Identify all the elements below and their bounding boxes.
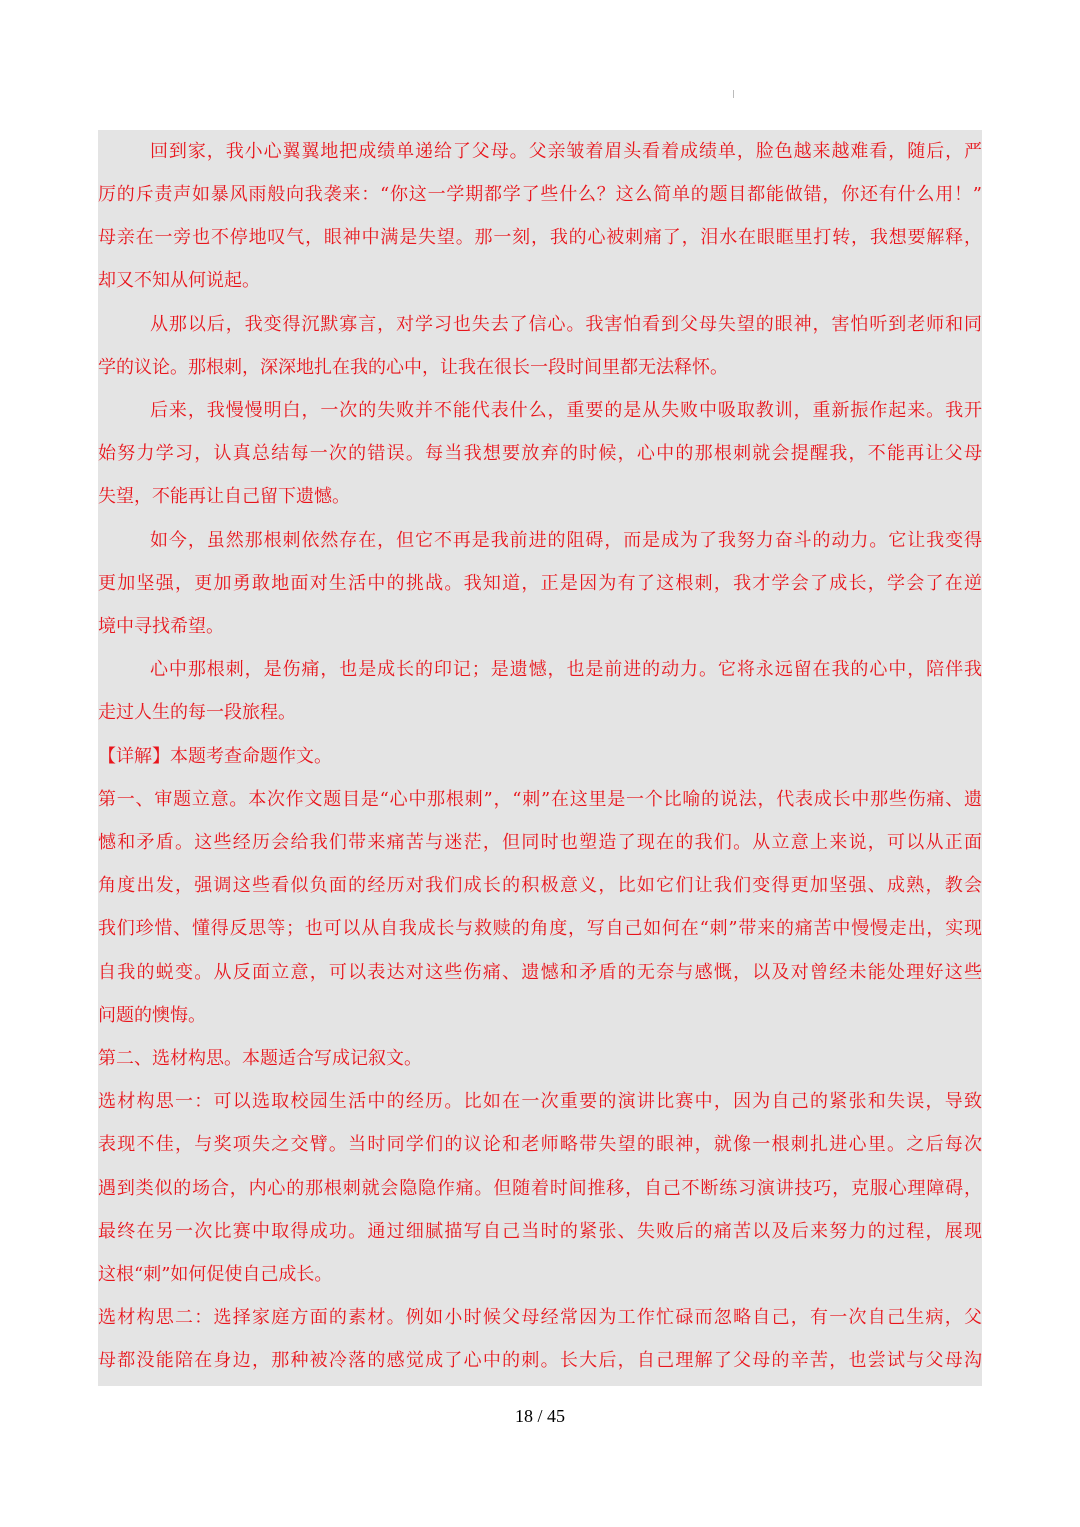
text-line: 心中那根刺，是伤痛，也是成长的印记；是遗憾，也是前进的动力。它将永远留在我的心中，陪伴我 — [150, 659, 982, 680]
text-line: 选材构思一：可以选取校园生活中的经历。比如在一次重要的演讲比赛中，因为自己的紧张和失误，导致 — [98, 1091, 982, 1112]
text-line: 从那以后，我变得沉默寡言，对学习也失去了信心。我害怕看到父母失望的眼神，害怕听到老师和同 — [150, 314, 982, 335]
text-line: 厉的斥责声如暴风雨般向我袭来：“你这一学期都学了些什么？这么简单的题目都能做错，你还有什么用！” — [98, 184, 982, 205]
text-line: 回到家，我小心翼翼地把成绩单递给了父母。父亲皱着眉头看着成绩单，脸色越来越难看，随后，严 — [150, 141, 982, 162]
text-line: 母亲在一旁也不停地叹气，眼神中满是失望。那一刻，我的心被刺痛了，泪水在眼眶里打转，我想要解释， — [98, 227, 982, 248]
text-line: 这根“刺”如何促使自己成长。 — [98, 1264, 333, 1285]
text-line: 走过人生的每一段旅程。 — [98, 702, 296, 723]
text-line: 学的议论。那根刺，深深地扎在我的心中，让我在很长一段时间里都无法释怀。 — [98, 357, 728, 378]
text-line: 我们珍惜、懂得反思等；也可以从自我成长与救赎的角度，写自己如何在“刺”带来的痛苦中慢慢走出，实现 — [98, 918, 982, 939]
text-line: 第一、审题立意。本次作文题目是“心中那根刺”，“刺”在这里是一个比喻的说法，代表成长中那些伤痛、遗 — [98, 789, 982, 810]
text-line: 遇到类似的场合，内心的那根刺就会隐隐作痛。但随着时间推移，自己不断练习演讲技巧，克服心理障碍， — [98, 1178, 982, 1199]
text-line: 表现不佳，与奖项失之交臂。当时同学们的议论和老师略带失望的眼神，就像一根刺扎进心里。之后每次 — [98, 1134, 982, 1155]
text-line: 憾和矛盾。这些经历会给我们带来痛苦与迷茫，但同时也塑造了现在的我们。从立意上来说，可以从正面 — [98, 832, 982, 853]
text-line: 境中寻找希望。 — [98, 616, 224, 637]
text-line: 如今，虽然那根刺依然存在，但它不再是我前进的阻碍，而是成为了我努力奋斗的动力。它让我变得 — [150, 530, 982, 551]
text-line: 却又不知从何说起。 — [98, 270, 260, 291]
text-line: 后来，我慢慢明白，一次的失败并不能代表什么，重要的是从失败中吸取教训，重新振作起来。我开 — [150, 400, 982, 421]
header-mark — [733, 90, 734, 98]
text-line: 最终在另一次比赛中取得成功。通过细腻描写自己当时的紧张、失败后的痛苦以及后来努力的过程，展现 — [98, 1221, 982, 1242]
text-line: 更加坚强，更加勇敢地面对生活中的挑战。我知道，正是因为有了这根刺，我才学会了成长，学会了在逆 — [98, 573, 982, 594]
analysis-heading: 【详解】本题考查命题作文。 — [98, 746, 332, 767]
text-line: 第二、选材构思。本题适合写成记叙文。 — [98, 1048, 422, 1069]
text-line: 问题的懊悔。 — [98, 1005, 206, 1026]
text-line: 角度出发，强调这些看似负面的经历对我们成长的积极意义，比如它们让我们变得更加坚强、成熟，教会 — [98, 875, 982, 896]
text-line: 选材构思二：选择家庭方面的素材。例如小时候父母经常因为工作忙碌而忽略自己，有一次自己生病，父 — [98, 1307, 982, 1328]
text-line: 失望，不能再让自己留下遗憾。 — [98, 486, 350, 507]
text-line: 始努力学习，认真总结每一次的错误。每当我想要放弃的时候，心中的那根刺就会提醒我，不能再让父母 — [98, 443, 982, 464]
text-line: 自我的蜕变。从反面立意，可以表达对这些伤痛、遗憾和矛盾的无奈与感慨，以及对曾经未能处理好这些 — [98, 962, 982, 983]
page-number: 18 / 45 — [514, 1406, 565, 1426]
text-line: 母都没能陪在身边，那种被冷落的感觉成了心中的刺。长大后，自己理解了父母的辛苦，也尝试与父母沟 — [98, 1350, 982, 1371]
